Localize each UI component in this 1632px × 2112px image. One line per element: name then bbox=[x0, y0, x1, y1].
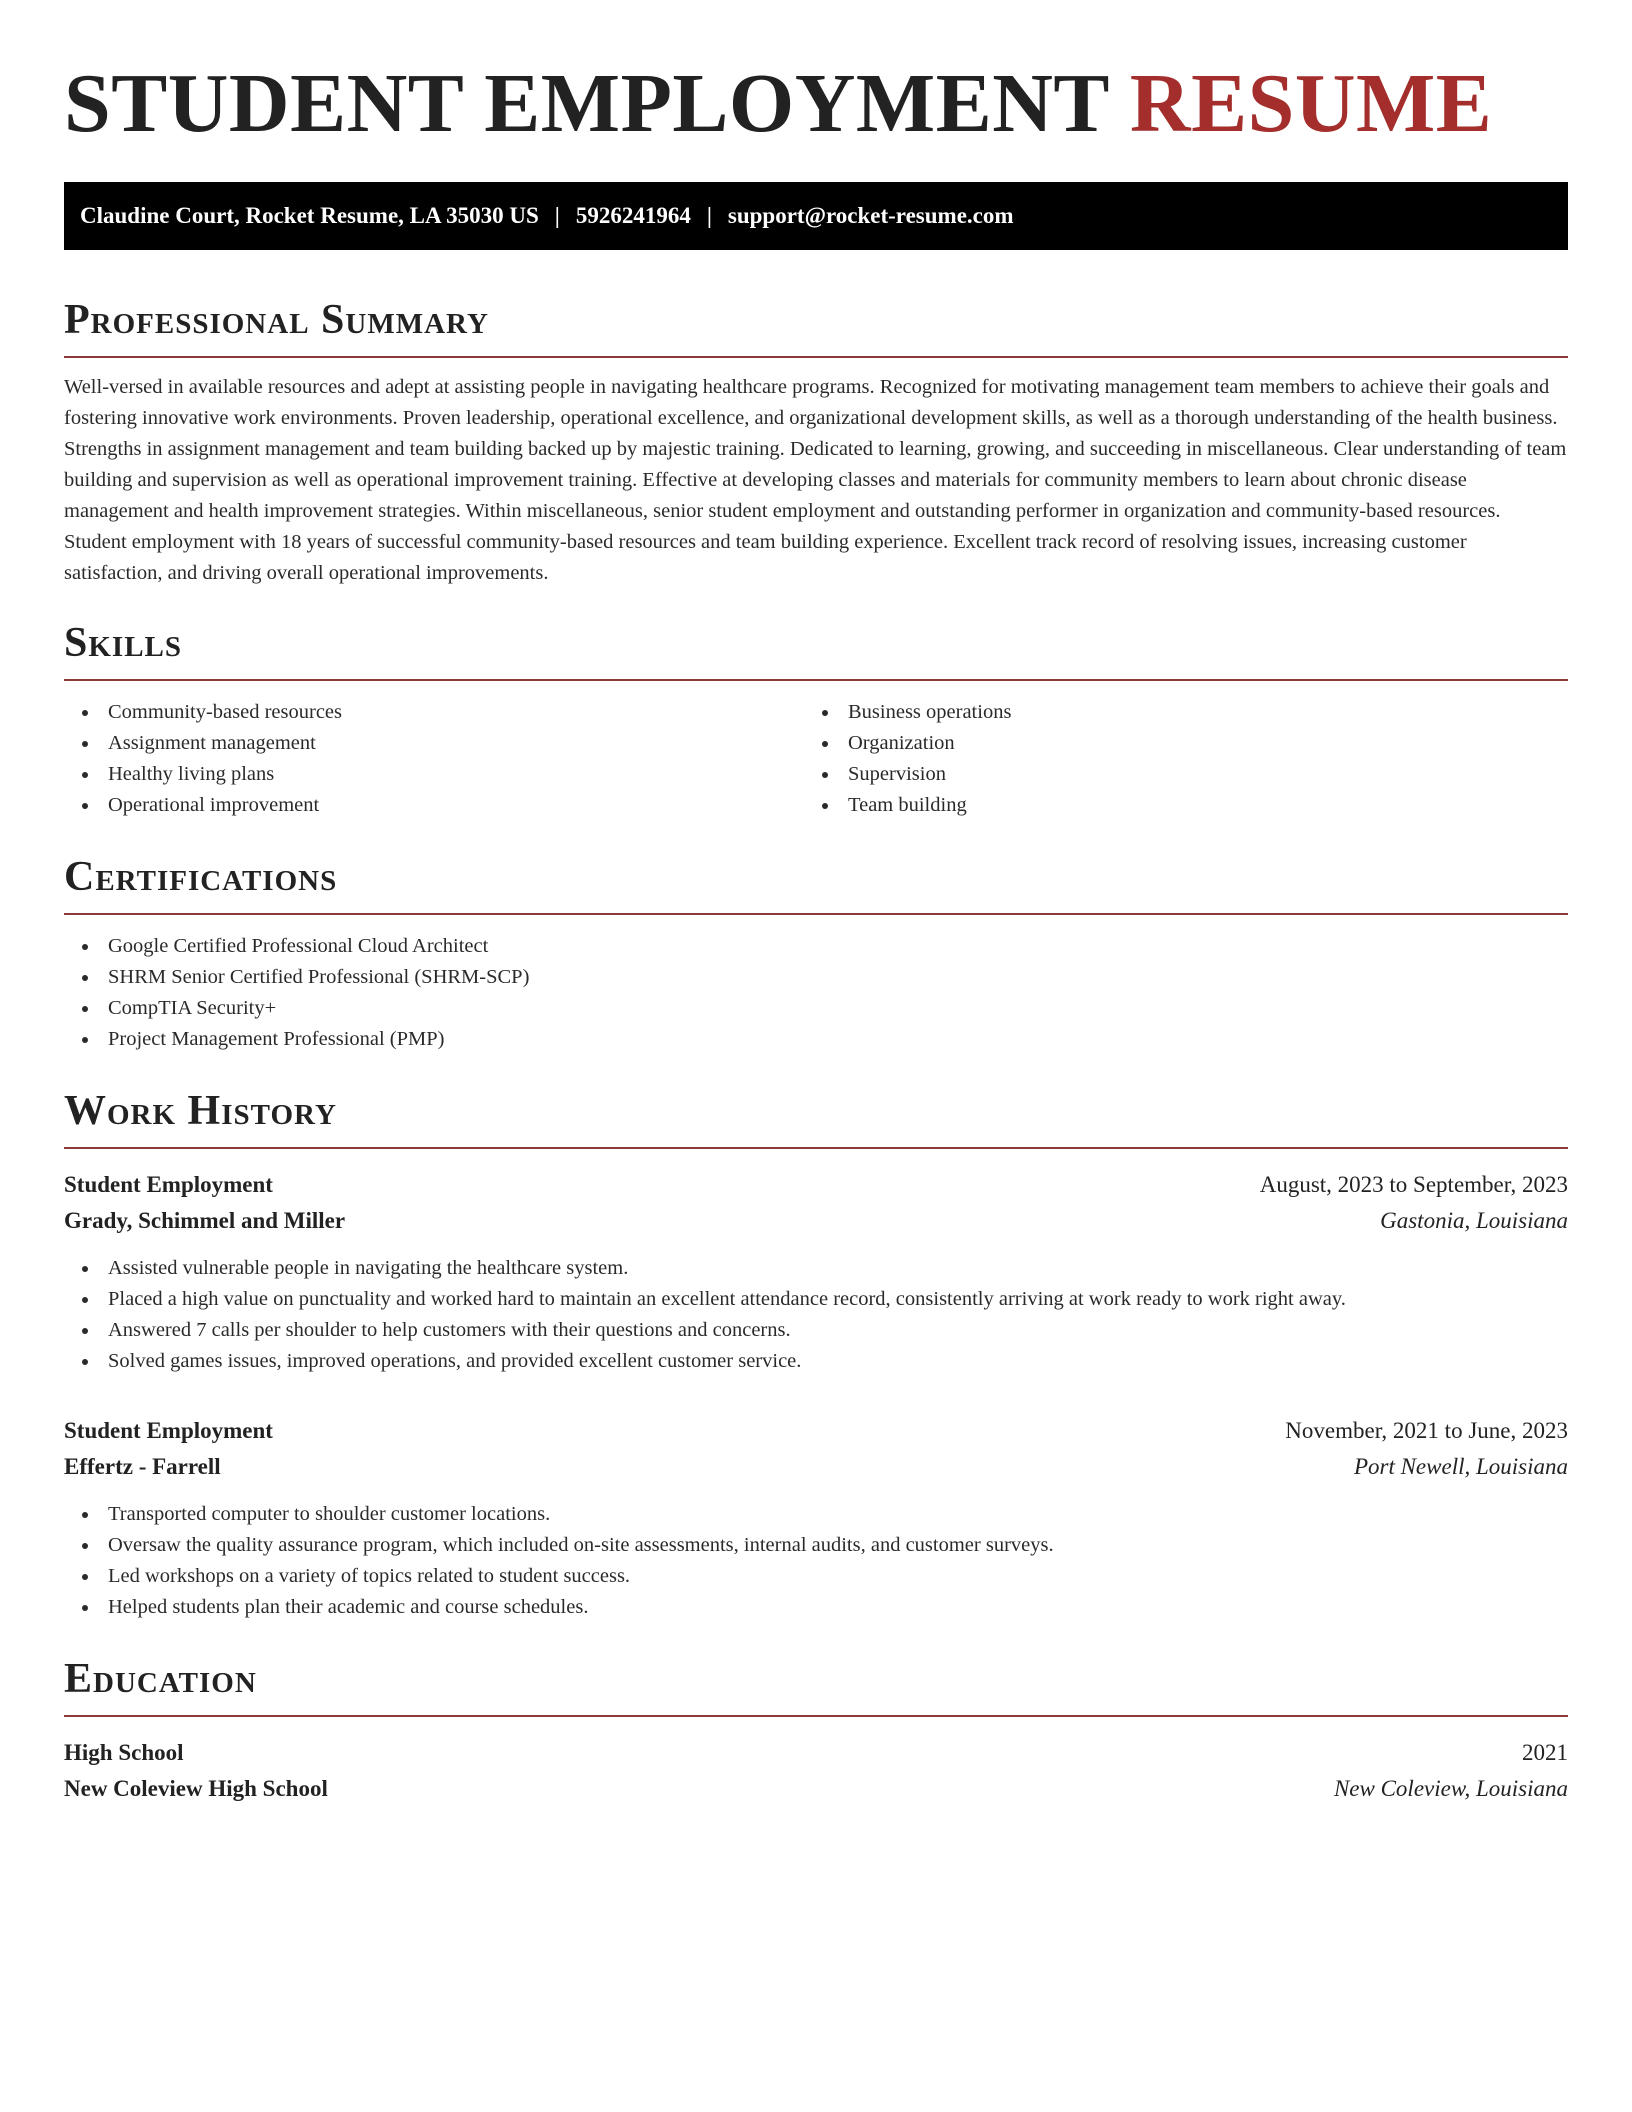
education-year: 2021 bbox=[1522, 1740, 1568, 1765]
certification-item: Google Certified Professional Cloud Architect bbox=[64, 931, 1568, 962]
job-entry bbox=[64, 1413, 1568, 1623]
education-section bbox=[64, 1653, 1568, 1807]
job-title: Student Employment bbox=[64, 1418, 273, 1443]
skill-item: Assignment management bbox=[64, 728, 804, 759]
job-title: Student Employment bbox=[64, 1172, 273, 1197]
summary-section bbox=[64, 294, 1568, 589]
job-dates: November, 2021 to June, 2023 bbox=[1285, 1418, 1568, 1443]
job-company: Grady, Schimmel and Miller bbox=[64, 1208, 346, 1233]
skills-grid bbox=[64, 697, 1568, 821]
skill-item: Team building bbox=[804, 790, 1544, 821]
contact-separator: | bbox=[706, 203, 712, 228]
skill-item: Supervision bbox=[804, 759, 1544, 790]
contact-phone[interactable]: 5926241964 bbox=[575, 203, 691, 228]
education-location: New Coleview, Louisiana bbox=[1333, 1776, 1568, 1801]
skill-item: Organization bbox=[804, 728, 1544, 759]
certifications-section bbox=[64, 851, 1568, 1055]
job-bullet: Solved games issues, improved operations, and provided excellent customer service. bbox=[64, 1346, 1568, 1377]
title-main: STUDENT EMPLOYMENT bbox=[64, 57, 1109, 150]
skills-section bbox=[64, 617, 1568, 821]
education-heading: Education bbox=[64, 1653, 1568, 1717]
job-bullet: Oversaw the quality assurance program, which included on-site assessments, internal audits, and customer surveys. bbox=[64, 1530, 1568, 1561]
job-location: Port Newell, Louisiana bbox=[1353, 1454, 1568, 1479]
job-bullet: Led workshops on a variety of topics related to student success. bbox=[64, 1561, 1568, 1592]
skill-item: Business operations bbox=[804, 697, 1544, 728]
job-dates: August, 2023 to September, 2023 bbox=[1259, 1172, 1568, 1197]
job-bullet: Transported computer to shoulder customer locations. bbox=[64, 1499, 1568, 1530]
job-bullet: Assisted vulnerable people in navigating the healthcare system. bbox=[64, 1253, 1568, 1284]
certification-item: CompTIA Security+ bbox=[64, 993, 1568, 1024]
education-degree: High School bbox=[64, 1740, 184, 1765]
certification-item: Project Management Professional (PMP) bbox=[64, 1024, 1568, 1055]
skill-item: Healthy living plans bbox=[64, 759, 804, 790]
resume-title bbox=[64, 58, 1568, 150]
skills-heading: Skills bbox=[64, 617, 1568, 681]
contact-bar bbox=[64, 182, 1568, 250]
skills-column-right bbox=[804, 697, 1544, 821]
contact-separator: | bbox=[554, 203, 560, 228]
summary-text: Well-versed in available resources and adept at assisting people in navigating healthcare programs. Recognized for motivating management team members to achieve their goals and fostering innovative work environments. Proven leadership, operational excellence, and organizational development skills, as well as a thorough understanding of the health business. Strengths in assignment management and team building backed up by majestic training. Dedicated to learning, growing, and succeeding in miscellaneous. Clear understanding of team building and supervision as well as operational improvement training. Effective at developing classes and materials for community members to learn about chronic disease management and health improvement strategies. Within miscellaneous, senior student employment and outstanding performer in organization and community-based resources. Student employment with 18 years of successful community-based resources and team building experience. Excellent track record of resolving issues, increasing customer satisfaction, and driving overall operational improvements. bbox=[64, 376, 1567, 584]
skill-item: Community-based resources bbox=[64, 697, 804, 728]
job-bullet: Placed a high value on punctuality and worked hard to maintain an excellent attendance record, consistently arriving at work ready to work right away. bbox=[64, 1284, 1568, 1315]
job-bullets bbox=[64, 1253, 1568, 1377]
resume-page bbox=[64, 0, 1568, 1807]
certification-item: SHRM Senior Certified Professional (SHRM-SCP) bbox=[64, 962, 1568, 993]
contact-email[interactable]: support@rocket-resume.com bbox=[727, 203, 1014, 228]
job-entry bbox=[64, 1167, 1568, 1377]
work-history-heading: Work History bbox=[64, 1085, 1568, 1149]
education-entry bbox=[64, 1735, 1568, 1807]
certifications-list bbox=[64, 931, 1568, 1055]
job-company: Effertz - Farrell bbox=[64, 1454, 221, 1479]
education-school: New Coleview High School bbox=[64, 1776, 328, 1801]
title-accent: RESUME bbox=[1129, 57, 1493, 150]
work-history-section bbox=[64, 1085, 1568, 1623]
certifications-heading: Certifications bbox=[64, 851, 1568, 915]
job-bullet: Answered 7 calls per shoulder to help customers with their questions and concerns. bbox=[64, 1315, 1568, 1346]
skill-item: Operational improvement bbox=[64, 790, 804, 821]
job-bullets bbox=[64, 1499, 1568, 1623]
job-bullet: Helped students plan their academic and course schedules. bbox=[64, 1592, 1568, 1623]
job-location: Gastonia, Louisiana bbox=[1380, 1208, 1568, 1233]
contact-address: Claudine Court, Rocket Resume, LA 35030 US bbox=[80, 203, 539, 228]
skills-column-left bbox=[64, 697, 804, 821]
summary-heading: Professional Summary bbox=[64, 294, 1568, 358]
